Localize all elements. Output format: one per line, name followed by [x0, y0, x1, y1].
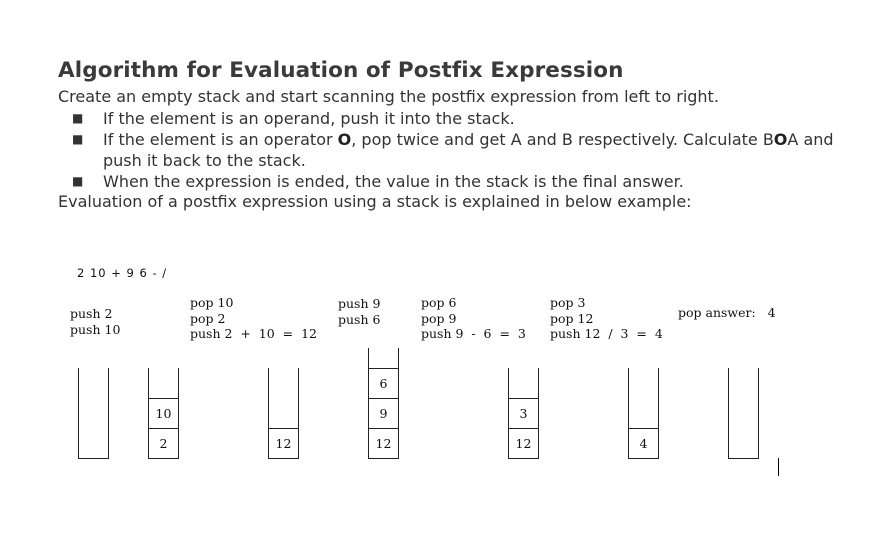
step-text: If the element is an operand, push it into the stack. [103, 109, 515, 128]
step-label-3 [338, 296, 380, 327]
step-line: push 2 + 10 = 12 [190, 326, 317, 341]
stack-cell: 2 [149, 428, 178, 458]
operator-symbol: O [337, 130, 352, 149]
step-line: pop answer: 4 [678, 305, 776, 320]
step-text-pre: If the element is an operator [103, 130, 338, 149]
step-line: push 12 / 3 = 4 [550, 326, 663, 341]
stack-5 [508, 368, 539, 459]
algorithm-steps [58, 108, 848, 192]
step-line: push 10 [70, 321, 121, 337]
step-operand [58, 108, 848, 129]
stack-cell: 10 [149, 398, 178, 428]
stack-cell: 3 [509, 398, 538, 428]
step-line: push 9 - 6 = 3 [421, 326, 526, 341]
step-line: pop 2 [190, 310, 226, 326]
stack-2 [148, 368, 179, 459]
step-text-post: , pop twice and get A and B respectively. Calculate B [351, 130, 774, 149]
bullet-icon: ■ [72, 111, 84, 125]
step-line: pop 6 [421, 295, 457, 310]
step-line: pop 12 [550, 310, 594, 326]
bullet-icon: ■ [72, 174, 84, 188]
step-text: When the expression is ended, the value in the stack is the final answer. [103, 172, 684, 191]
stack-cell: 9 [369, 398, 398, 428]
step-line: push 6 [338, 311, 381, 327]
operator-symbol: O [773, 130, 788, 149]
step-line: pop 10 [190, 295, 234, 310]
stack-1 [78, 368, 109, 459]
stack-cell: 12 [509, 428, 538, 458]
step-line: push 9 [338, 296, 381, 311]
stack-cell: 12 [269, 428, 298, 458]
step-line: pop 3 [550, 295, 586, 310]
stack-cell: 4 [629, 428, 658, 458]
stack-7 [728, 368, 759, 459]
stack-cell: 6 [369, 368, 398, 398]
step-line: push 2 [70, 306, 113, 321]
intro-text: Create an empty stack and start scanning the postfix expression from left to right. [58, 87, 719, 106]
postfix-expression: 2 10 + 9 6 - / [77, 266, 168, 280]
step-label-2 [190, 295, 317, 342]
step-label-6 [678, 305, 776, 321]
stack-cell: 12 [369, 428, 398, 458]
outro-text: Evaluation of a postfix expression using a stack is explained in below example: [58, 192, 692, 211]
stack-6 [628, 368, 659, 459]
step-end [58, 171, 848, 192]
step-operator [58, 129, 848, 171]
step-label-5 [550, 295, 663, 342]
stack-4 [368, 348, 399, 459]
step-text-post2: A and push it back to the stack. [103, 130, 834, 170]
step-label-4 [421, 295, 526, 342]
page-title: Algorithm for Evaluation of Postfix Expression [58, 58, 624, 83]
text-cursor [778, 458, 779, 476]
step-line: pop 9 [421, 310, 457, 326]
step-label-1 [70, 306, 120, 337]
bullet-icon: ■ [72, 132, 84, 146]
stack-3 [268, 368, 299, 459]
